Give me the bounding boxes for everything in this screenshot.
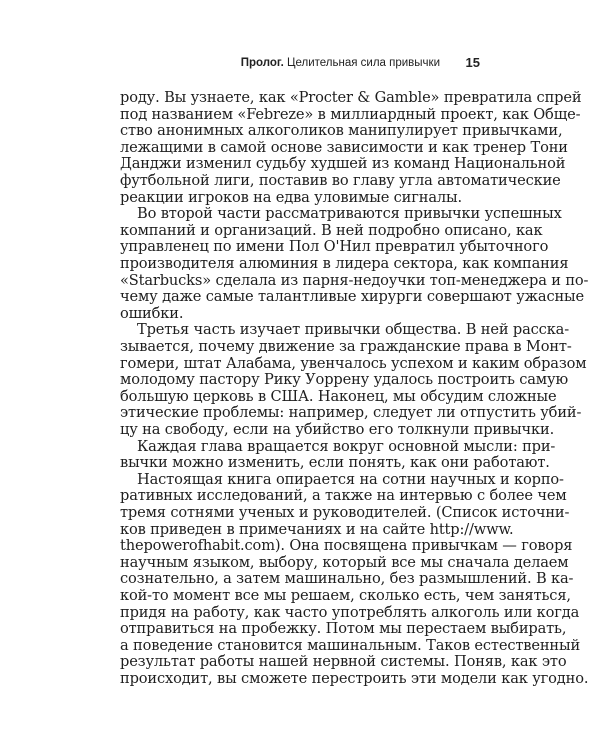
text-line: ство анонимных алкоголиков манипулирует привычками,	[120, 122, 563, 139]
chapter-title: Целительная сила привычки	[286, 57, 440, 69]
running-header	[120, 53, 480, 73]
text-line: ративных исследований, а также на интервью с более чем	[120, 487, 567, 504]
text-line: футбольной лиги, поставив во главу угла автоматические	[120, 172, 561, 189]
page-number: 15	[465, 55, 480, 70]
text-line: реакции игроков на едва уловимые сигналы.	[120, 189, 462, 206]
text-line: придя на работу, как часто употреблять алкоголь или когда	[120, 604, 580, 621]
text-line: научным языком, выбору, который все мы сначала делаем	[120, 554, 569, 571]
text-line: чему даже самые талантливые хирурги совершают ужасные	[120, 288, 585, 305]
text-line: ошибки.	[120, 305, 184, 322]
text-line: а поведение становится машинальным. Таков естественный	[120, 637, 581, 654]
text-line: кой-то момент все мы решаем, сколько есть, чем заняться,	[120, 587, 571, 604]
text-line: thepowerofhabit.com). Она посвящена привычкам — говоря	[120, 537, 573, 554]
text-line: лежащими в самой основе зависимости и как тренер Тони	[120, 139, 568, 156]
text-line: большую церковь в США. Наконец, мы обсудим сложные	[120, 388, 557, 405]
text-line: гомери, штат Алабама, увенчалось успехом и каким образом	[120, 355, 587, 372]
text-line: под названием «Febreze» в миллиардный проект, как Обще-	[120, 106, 581, 123]
text-line: отправиться на пробежку. Потом мы перестаем выбирать,	[120, 620, 567, 637]
text-line: производителя алюминия в лидера сектора, как компания	[120, 255, 569, 272]
text-line: происходит, вы сможете перестроить эти модели как угодно.	[120, 670, 589, 687]
text-line: цу на свободу, если на убийство его толкнули привычки.	[120, 421, 555, 438]
text-line: Каждая глава вращается вокруг основной мысли: при-	[137, 438, 556, 455]
text-line: результат работы нашей нервной системы. Поняв, как это	[120, 653, 567, 670]
text-line: компаний и организаций. В ней подробно описано, как	[120, 222, 543, 239]
text-line: Третья часть изучает привычки общества. В ней расска-	[137, 321, 569, 338]
text-line: вычки можно изменить, если понять, как они работают.	[120, 454, 550, 471]
text-line: ков приведен в примечаниях и на сайте http://www.	[120, 521, 514, 538]
chapter-label: Пролог.	[240, 57, 284, 69]
chapter-header	[241, 53, 440, 73]
text-line: Данджи изменил судьбу худшей из команд Национальной	[120, 155, 566, 172]
text-line: этические проблемы: например, следует ли отпустить убий-	[120, 404, 582, 421]
text-line: Во второй части рассматриваются привычки успешных	[137, 205, 562, 222]
text-line: зывается, почему движение за гражданские права в Монт-	[120, 338, 572, 355]
text-line: Настоящая книга опирается на сотни научных и корпо-	[137, 471, 564, 488]
text-line: «Starbucks» сделала из парня-недоучки топ-менеджера и по-	[120, 272, 589, 289]
text-line: роду. Вы узнаете, как «Procter & Gamble» превратила спрей	[120, 89, 582, 106]
text-line: тремя сотнями ученых и руководителей. (Список источни-	[120, 504, 570, 521]
text-line: сознательно, а затем машинально, без размышлений. В ка-	[120, 570, 574, 587]
text-line: управленец по имени Пол О'Нил превратил убыточного	[120, 238, 549, 255]
text-line: молодому пастору Рику Уоррену удалось построить самую	[120, 371, 568, 388]
